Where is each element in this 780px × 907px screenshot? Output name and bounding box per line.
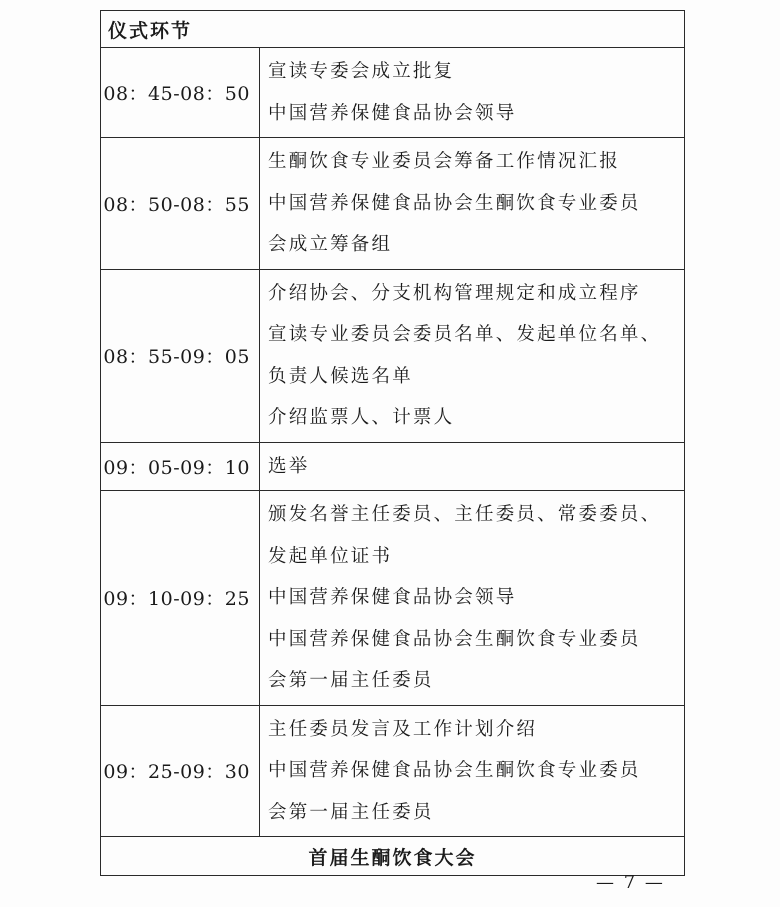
agenda-description-line: 中国营养保健食品协会生酮饮食专业委员 [268,192,641,214]
agenda-time: 08：45-08：50 [101,48,260,138]
page-number: — 7 — [596,872,665,893]
agenda-description [260,442,685,491]
agenda-description-line: 宣读专业委员会委员名单、发起单位名单、 [268,324,662,345]
section-header-cell [101,11,685,48]
agenda-description [260,138,685,270]
agenda-description [260,269,685,442]
agenda-row [101,442,685,491]
agenda-description-line: 负责人候选名单 [268,365,413,387]
agenda-description-line: 发起单位证书 [268,545,393,567]
section-header-title: 仪式环节 [108,19,193,42]
agenda-description-line: 中国营养保健食品协会生酮饮食专业委员 [268,760,641,781]
agenda-time: 08：50-08：55 [101,138,260,270]
agenda-description-line: 中国营养保健食品协会生酮饮食专业委员 [268,628,641,650]
agenda-time: 09：05-09：10 [101,442,260,491]
agenda-description [260,48,685,138]
agenda-table [100,10,685,876]
agenda-description [260,491,685,706]
agenda-description [260,705,685,837]
agenda-description-line: 会成立筹备组 [268,234,393,255]
agenda-description-line: 中国营养保健食品协会领导 [268,587,517,608]
agenda-description-line: 宣读专委会成立批复 [268,61,455,82]
agenda-description-line: 介绍协会、分支机构管理规定和成立程序 [268,282,641,304]
agenda-row [101,48,685,138]
agenda-description-line: 生酮饮食专业委员会筹备工作情况汇报 [268,151,620,172]
agenda-description-line: 主任委员发言及工作计划介绍 [268,718,538,740]
agenda-description-line: 中国营养保健食品协会领导 [268,102,517,124]
section-footer-title: 首届生酮饮食大会 [308,846,477,869]
agenda-row [101,705,685,837]
section-footer-row [101,837,685,876]
agenda-time: 08：55-09：05 [101,269,260,442]
agenda-description-line: 会第一届主任委员 [268,670,434,691]
agenda-row [101,269,685,442]
agenda-description-line: 颁发名誉主任委员、主任委员、常委委员、 [268,504,662,525]
agenda-row [101,138,685,270]
agenda-description-line: 会第一届主任委员 [268,801,434,823]
agenda-row [101,491,685,706]
section-header-row [101,11,685,48]
section-footer-cell [101,837,685,876]
agenda-description-line: 介绍监票人、计票人 [268,407,455,428]
agenda-time: 09：25-09：30 [101,705,260,837]
agenda-time: 09：10-09：25 [101,491,260,706]
agenda-description-line: 选举 [268,455,310,477]
